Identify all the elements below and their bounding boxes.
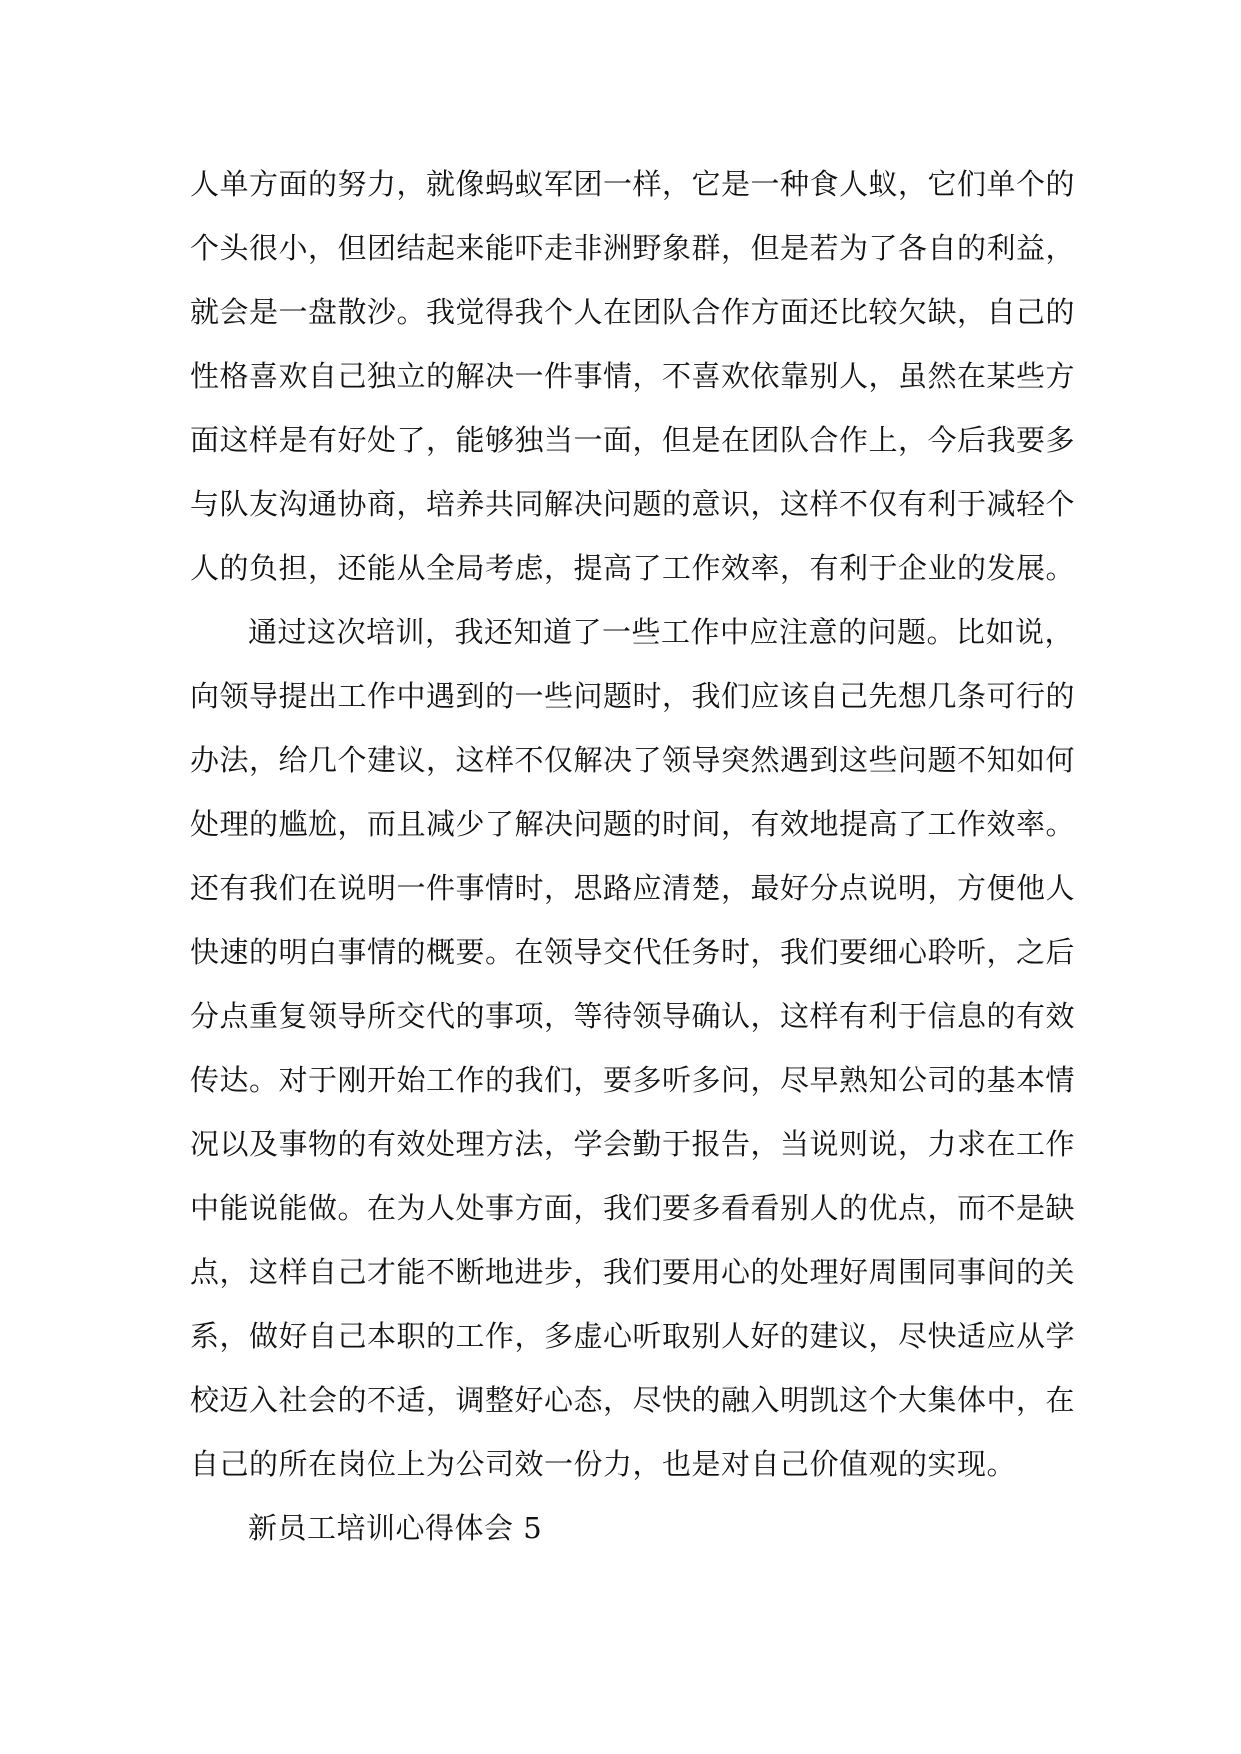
text-line: 与队友沟通协商，培养共同解决问题的意识，这样不仅有利于减轻个 bbox=[190, 487, 1076, 521]
text-line: 人的负担，还能从全局考虑，提高了工作效率，有利于企业的发展。 bbox=[190, 551, 1076, 585]
text-line: 处理的尴尬，而且减少了解决问题的时间，有效地提高了工作效率。 bbox=[190, 807, 1076, 841]
text-line: 况以及事物的有效处理方法，学会勤于报告，当说则说，力求在工作 bbox=[190, 1127, 1076, 1161]
text-line: 系，做好自己本职的工作，多虚心听取别人好的建议，尽快适应从学 bbox=[190, 1319, 1076, 1353]
text-line: 中能说能做。在为人处事方面，我们要多看看别人的优点，而不是缺 bbox=[190, 1191, 1076, 1225]
text-line: 向领导提出工作中遇到的一些问题时，我们应该自己先想几条可行的 bbox=[190, 679, 1076, 713]
section-heading: 新员工培训心得体会 5 bbox=[248, 1511, 543, 1545]
text-line: 面这样是有好处了，能够独当一面，但是在团队合作上，今后我要多 bbox=[190, 423, 1076, 457]
text-line: 性格喜欢自己独立的解决一件事情，不喜欢依靠别人，虽然在某些方 bbox=[190, 359, 1076, 393]
text-line: 自己的所在岗位上为公司效一份力，也是对自己价值观的实现。 bbox=[190, 1447, 1017, 1481]
text-line: 传达。对于刚开始工作的我们，要多听多问，尽早熟知公司的基本情 bbox=[190, 1063, 1076, 1097]
text-line: 快速的明白事情的概要。在领导交代任务时，我们要细心聆听，之后 bbox=[190, 935, 1076, 969]
text-line: 校迈入社会的不适，调整好心态，尽快的融入明凯这个大集体中，在 bbox=[190, 1383, 1076, 1417]
paragraph-start-line: 通过这次培训，我还知道了一些工作中应注意的问题。比如说， bbox=[248, 615, 1075, 649]
text-line: 点，这样自己才能不断地进步，我们要用心的处理好周围同事间的关 bbox=[190, 1255, 1076, 1289]
text-line: 分点重复领导所交代的事项，等待领导确认，这样有利于信息的有效 bbox=[190, 999, 1076, 1033]
text-line: 就会是一盘散沙。我觉得我个人在团队合作方面还比较欠缺，自己的 bbox=[190, 295, 1076, 329]
text-line: 还有我们在说明一件事情时，思路应清楚，最好分点说明，方便他人 bbox=[190, 871, 1076, 905]
document-body bbox=[190, 152, 1076, 1560]
text-line: 人单方面的努力，就像蚂蚁军团一样，它是一种食人蚁，它们单个的 bbox=[190, 167, 1076, 201]
text-line: 办法，给几个建议，这样不仅解决了领导突然遇到这些问题不知如何 bbox=[190, 743, 1076, 777]
text-line: 个头很小，但团结起来能吓走非洲野象群，但是若为了各自的利益， bbox=[190, 231, 1076, 265]
